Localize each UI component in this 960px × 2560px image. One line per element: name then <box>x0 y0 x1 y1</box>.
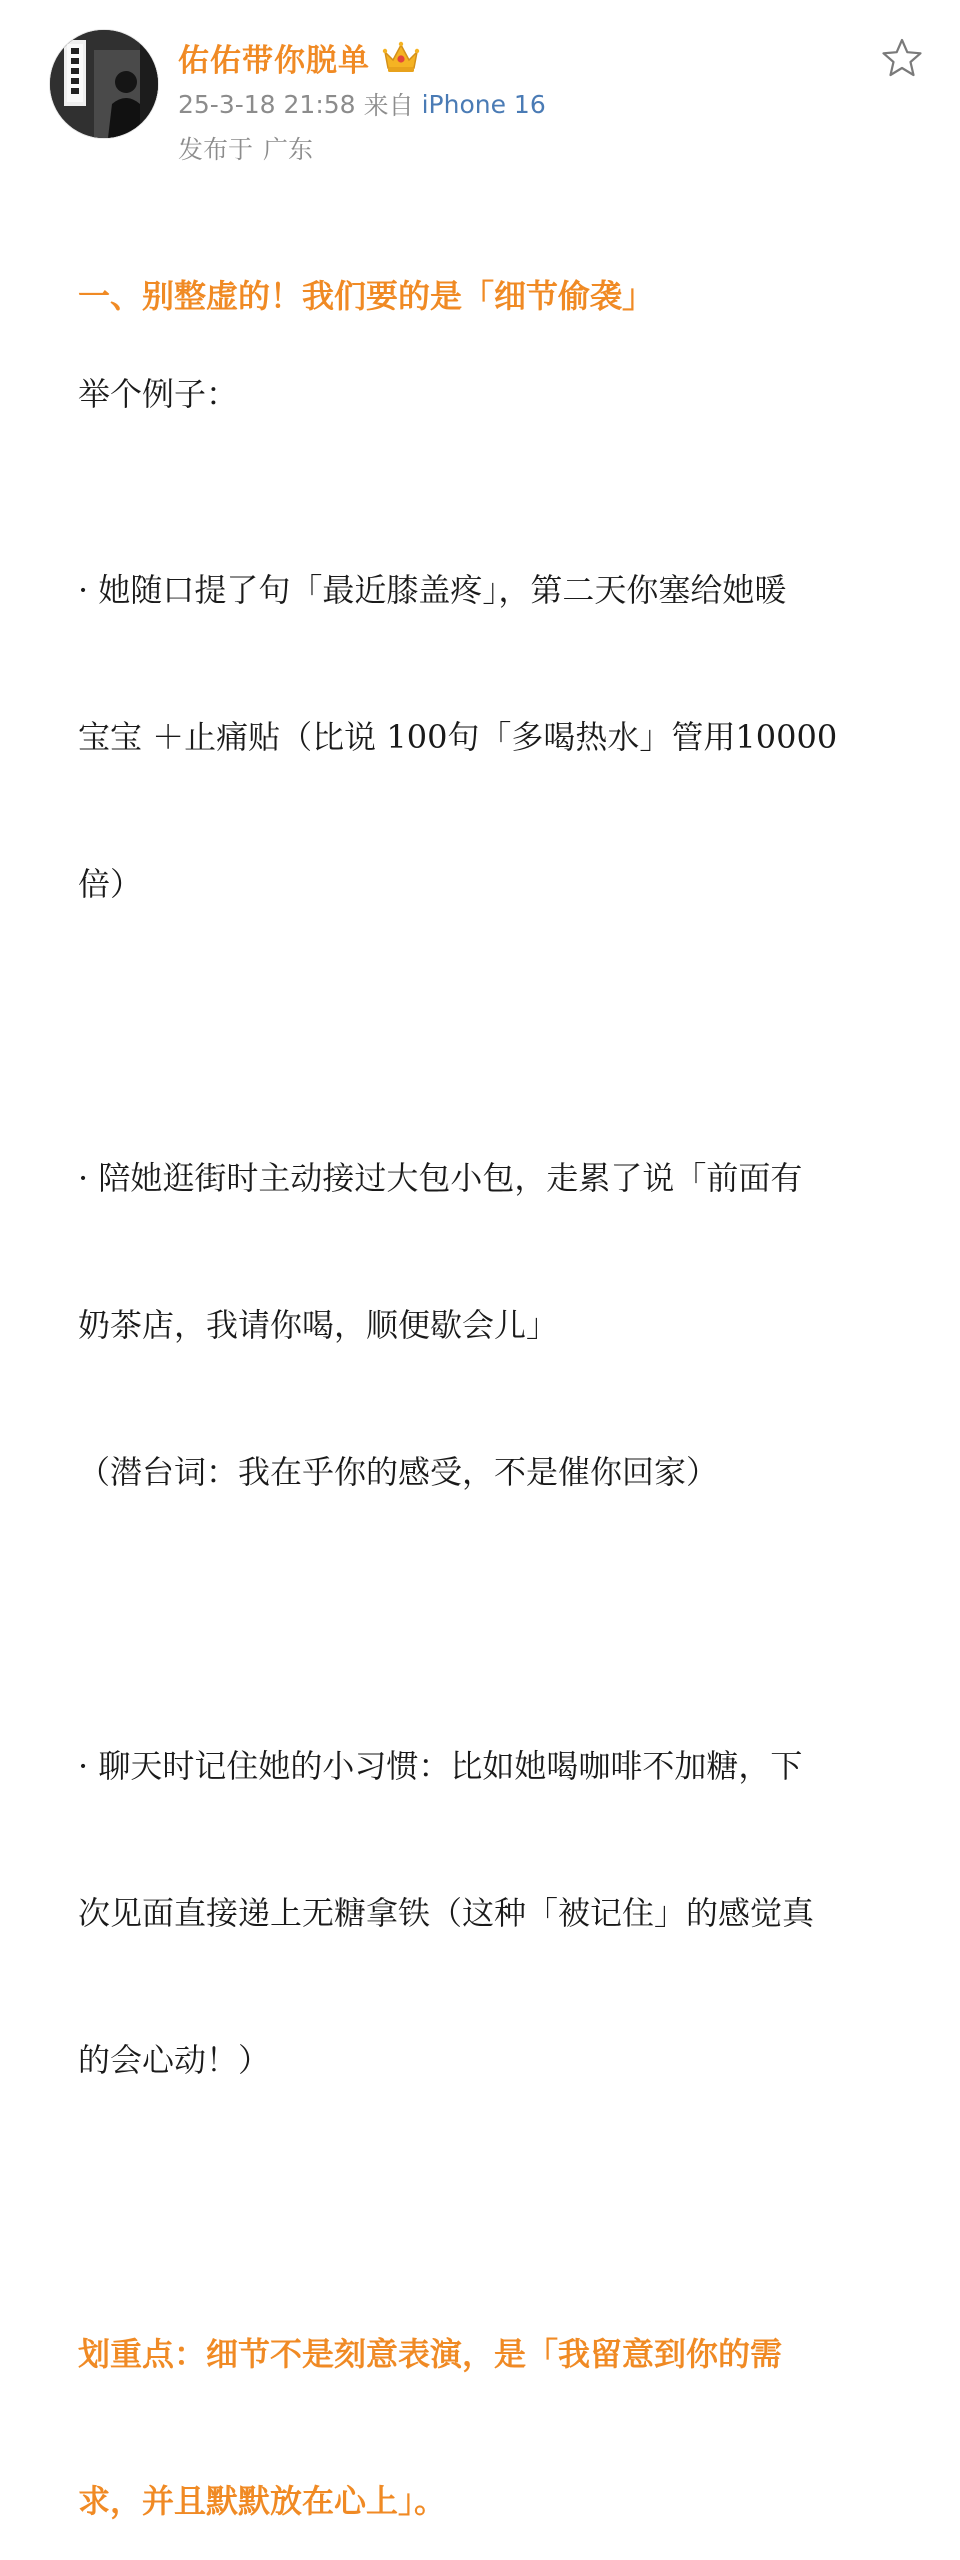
example-paragraph-1 <box>78 468 886 1007</box>
post-timestamp: 25-3-18 21:58 <box>178 89 356 119</box>
post-meta <box>178 86 546 122</box>
location-value: 广东 <box>263 135 314 164</box>
key-point-paragraph <box>78 2232 886 2560</box>
text-line: 次见面直接递上无糖拿铁（这种「被记住」的感觉真 <box>78 1894 815 1932</box>
text-line: 宝宝 ＋止痛贴（比说 100句「多喝热水」管用10000 <box>78 718 838 756</box>
location-label: 发布于 <box>178 135 254 164</box>
text-line: 划重点：细节不是刻意表演，是「我留意到你的需 <box>78 2335 783 2373</box>
username-row <box>178 34 420 80</box>
text-line: 奶茶店，我请你喝，顺便歇会儿」 <box>78 1306 559 1344</box>
post-body <box>78 272 886 2560</box>
example-paragraph-2 <box>78 1056 886 1595</box>
example-paragraph-3 <box>78 1644 886 2183</box>
text-line: · 聊天时记住她的小习惯：比如她喝咖啡不加糖，下 <box>78 1747 803 1785</box>
text-line: · 陪她逛街时主动接过大包小包，走累了说「前面有 <box>78 1159 803 1197</box>
text-line: （潜台词：我在乎你的感受，不是催你回家） <box>78 1453 719 1491</box>
text-line: 的会心动！） <box>78 2041 271 2079</box>
text-line: · 她随口提了句「最近膝盖疼」，第二天你塞给她暖 <box>78 571 787 609</box>
crown-icon <box>382 40 420 74</box>
star-icon <box>880 36 924 80</box>
text-line: 倍） <box>78 865 143 903</box>
post-header <box>50 30 930 180</box>
username[interactable]: 佑佑带你脱单 <box>178 42 370 79</box>
post-location <box>178 130 313 166</box>
intro-text: 举个例子： <box>78 375 239 413</box>
section-heading: 一、别整虚的！我们要的是「细节偷袭」 <box>78 277 655 315</box>
device-link[interactable]: iPhone 16 <box>421 89 546 119</box>
source-label: 来自 <box>363 91 414 120</box>
favorite-button[interactable] <box>880 36 924 80</box>
avatar[interactable] <box>50 30 158 138</box>
avatar-image <box>50 30 158 138</box>
text-line: 求，并且默默放在心上」。 <box>78 2482 447 2520</box>
